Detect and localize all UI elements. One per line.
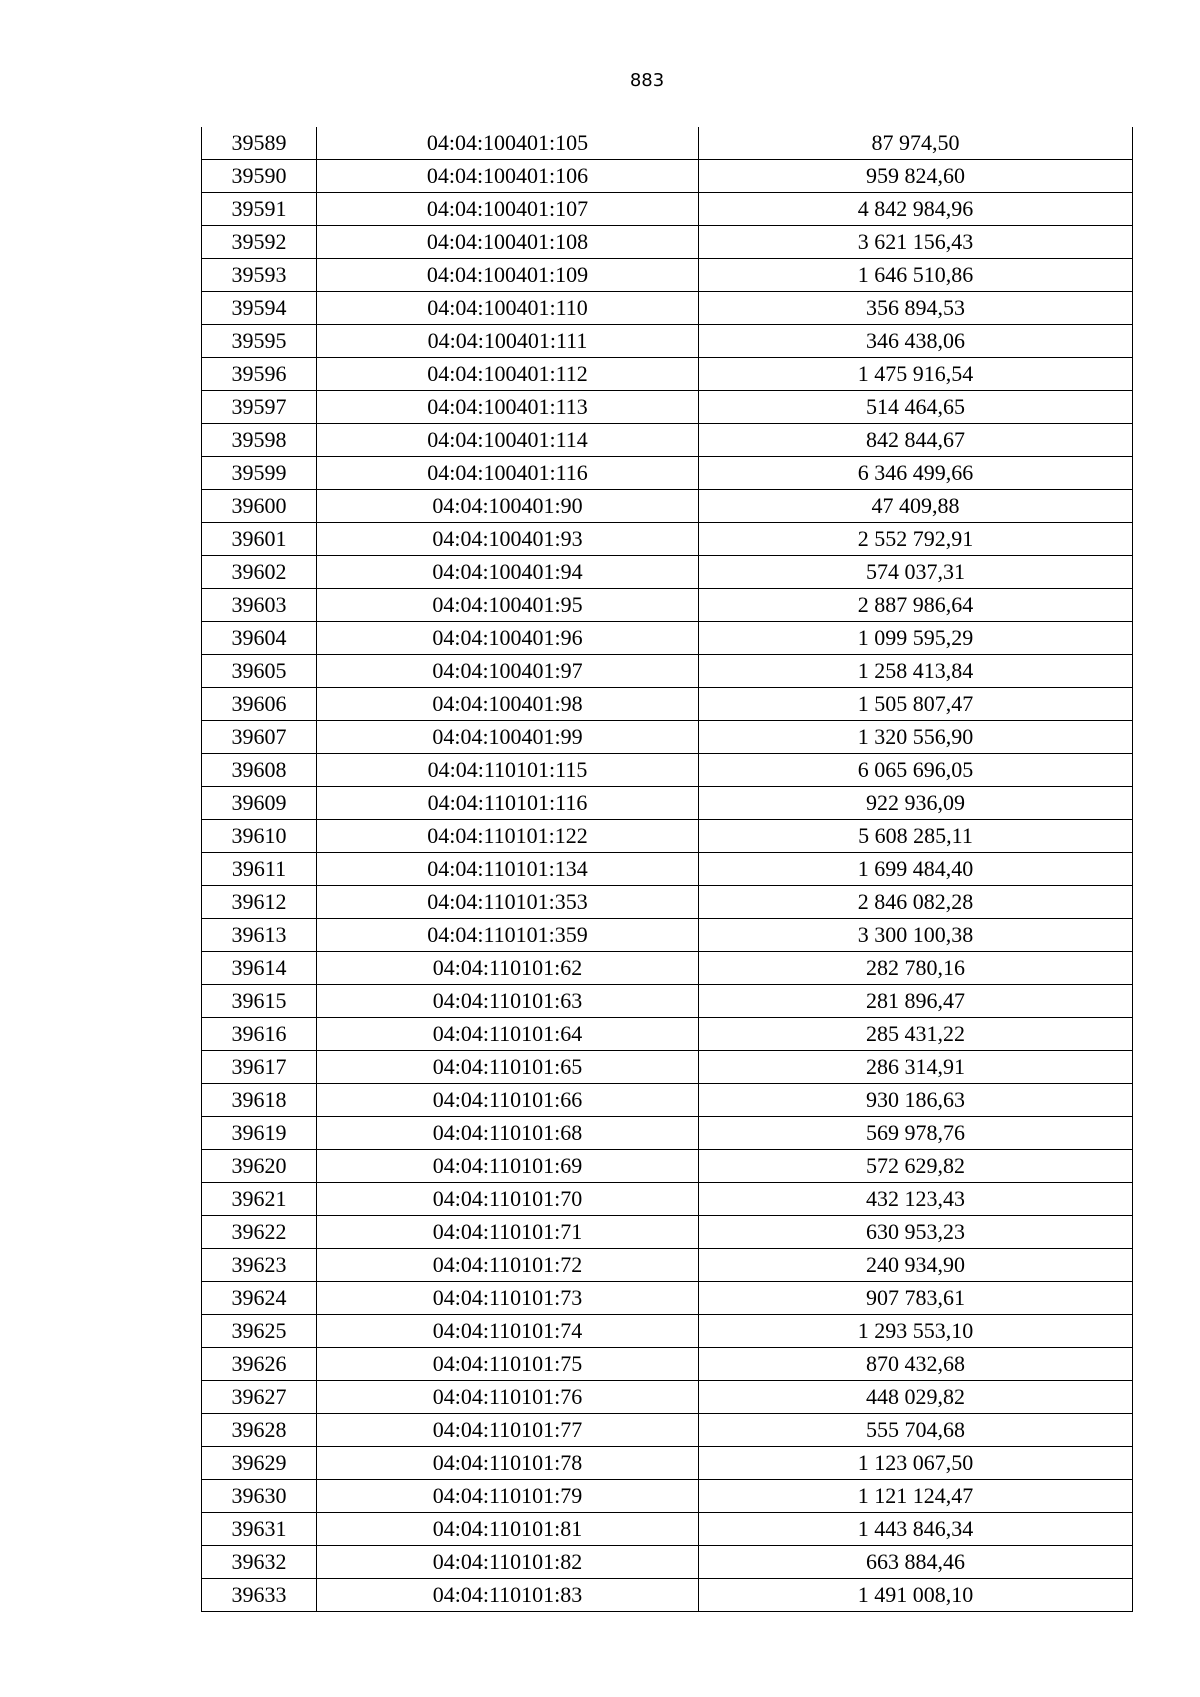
- cadastral-value-cell: 572 629,82: [699, 1150, 1133, 1183]
- cadastral-value-cell: 630 953,23: [699, 1216, 1133, 1249]
- cadastral-number-cell: 04:04:100401:93: [317, 523, 699, 556]
- cadastral-number-cell: 04:04:100401:97: [317, 655, 699, 688]
- table-row: [202, 985, 1133, 1018]
- table-row: [202, 193, 1133, 226]
- row-number-cell: 39621: [202, 1183, 317, 1216]
- cadastral-value-cell: 1 475 916,54: [699, 358, 1133, 391]
- row-number-cell: 39618: [202, 1084, 317, 1117]
- table-row: [202, 424, 1133, 457]
- row-number-cell: 39594: [202, 292, 317, 325]
- cadastral-number-cell: 04:04:110101:83: [317, 1579, 699, 1612]
- cadastral-number-cell: 04:04:110101:78: [317, 1447, 699, 1480]
- row-number-cell: 39600: [202, 490, 317, 523]
- row-number-cell: 39608: [202, 754, 317, 787]
- cadastral-value-cell: 2 887 986,64: [699, 589, 1133, 622]
- cadastral-number-cell: 04:04:100401:109: [317, 259, 699, 292]
- cadastral-number-cell: 04:04:100401:106: [317, 160, 699, 193]
- table-row: [202, 787, 1133, 820]
- row-number-cell: 39617: [202, 1051, 317, 1084]
- row-number-cell: 39607: [202, 721, 317, 754]
- cadastral-number-cell: 04:04:110101:76: [317, 1381, 699, 1414]
- row-number-cell: 39613: [202, 919, 317, 952]
- cadastral-value-cell: 281 896,47: [699, 985, 1133, 1018]
- cadastral-number-cell: 04:04:100401:105: [317, 127, 699, 160]
- row-number-cell: 39611: [202, 853, 317, 886]
- table-row: [202, 1381, 1133, 1414]
- table-row: [202, 1315, 1133, 1348]
- table-row: [202, 259, 1133, 292]
- row-number-cell: 39612: [202, 886, 317, 919]
- row-number-cell: 39620: [202, 1150, 317, 1183]
- table-row: [202, 1480, 1133, 1513]
- cadastral-number-cell: 04:04:100401:108: [317, 226, 699, 259]
- row-number-cell: 39603: [202, 589, 317, 622]
- table-row: [202, 523, 1133, 556]
- cadastral-value-cell: 2 846 082,28: [699, 886, 1133, 919]
- cadastral-value-cell: 574 037,31: [699, 556, 1133, 589]
- cadastral-number-cell: 04:04:100401:90: [317, 490, 699, 523]
- row-number-cell: 39625: [202, 1315, 317, 1348]
- cadastral-number-cell: 04:04:110101:62: [317, 952, 699, 985]
- row-number-cell: 39619: [202, 1117, 317, 1150]
- cadastral-number-cell: 04:04:100401:98: [317, 688, 699, 721]
- table-row: [202, 1579, 1133, 1612]
- cadastral-number-cell: 04:04:110101:115: [317, 754, 699, 787]
- cadastral-value-cell: 514 464,65: [699, 391, 1133, 424]
- table-row: [202, 721, 1133, 754]
- cadastral-value-cell: 3 300 100,38: [699, 919, 1133, 952]
- cadastral-value-cell: 1 099 595,29: [699, 622, 1133, 655]
- cadastral-value-cell: 6 346 499,66: [699, 457, 1133, 490]
- cadastral-value-cell: 555 704,68: [699, 1414, 1133, 1447]
- cadastral-value-cell: 87 974,50: [699, 127, 1133, 160]
- table-row: [202, 1414, 1133, 1447]
- table-row: [202, 457, 1133, 490]
- row-number-cell: 39614: [202, 952, 317, 985]
- table-row: [202, 325, 1133, 358]
- cadastral-number-cell: 04:04:100401:95: [317, 589, 699, 622]
- row-number-cell: 39624: [202, 1282, 317, 1315]
- cadastral-value-cell: 286 314,91: [699, 1051, 1133, 1084]
- row-number-cell: 39597: [202, 391, 317, 424]
- table-row: [202, 358, 1133, 391]
- cadastral-number-cell: 04:04:110101:82: [317, 1546, 699, 1579]
- cadastral-number-cell: 04:04:110101:66: [317, 1084, 699, 1117]
- cadastral-number-cell: 04:04:100401:110: [317, 292, 699, 325]
- cadastral-value-cell: 47 409,88: [699, 490, 1133, 523]
- table-row: [202, 820, 1133, 853]
- row-number-cell: 39629: [202, 1447, 317, 1480]
- row-number-cell: 39626: [202, 1348, 317, 1381]
- cadastral-number-cell: 04:04:110101:74: [317, 1315, 699, 1348]
- table-row: [202, 754, 1133, 787]
- table-row: [202, 1018, 1133, 1051]
- row-number-cell: 39602: [202, 556, 317, 589]
- row-number-cell: 39609: [202, 787, 317, 820]
- cadastral-value-cell: 1 293 553,10: [699, 1315, 1133, 1348]
- cadastral-number-cell: 04:04:110101:71: [317, 1216, 699, 1249]
- cadastral-number-cell: 04:04:110101:79: [317, 1480, 699, 1513]
- table-body: [202, 127, 1133, 1612]
- table-row: [202, 160, 1133, 193]
- cadastral-value-cell: 1 123 067,50: [699, 1447, 1133, 1480]
- cadastral-number-cell: 04:04:110101:122: [317, 820, 699, 853]
- row-number-cell: 39628: [202, 1414, 317, 1447]
- cadastral-value-cell: 3 621 156,43: [699, 226, 1133, 259]
- row-number-cell: 39610: [202, 820, 317, 853]
- cadastral-value-cell: 432 123,43: [699, 1183, 1133, 1216]
- row-number-cell: 39616: [202, 1018, 317, 1051]
- cadastral-value-cell: 1 443 846,34: [699, 1513, 1133, 1546]
- cadastral-number-cell: 04:04:110101:69: [317, 1150, 699, 1183]
- cadastral-table-container: [201, 127, 1133, 1612]
- table-row: [202, 556, 1133, 589]
- cadastral-number-cell: 04:04:110101:70: [317, 1183, 699, 1216]
- cadastral-number-cell: 04:04:100401:113: [317, 391, 699, 424]
- cadastral-number-cell: 04:04:110101:65: [317, 1051, 699, 1084]
- row-number-cell: 39604: [202, 622, 317, 655]
- cadastral-number-cell: 04:04:110101:116: [317, 787, 699, 820]
- row-number-cell: 39593: [202, 259, 317, 292]
- cadastral-value-cell: 1 491 008,10: [699, 1579, 1133, 1612]
- cadastral-number-cell: 04:04:110101:63: [317, 985, 699, 1018]
- row-number-cell: 39606: [202, 688, 317, 721]
- row-number-cell: 39623: [202, 1249, 317, 1282]
- row-number-cell: 39633: [202, 1579, 317, 1612]
- table-row: [202, 1348, 1133, 1381]
- cadastral-value-cell: 1 320 556,90: [699, 721, 1133, 754]
- table-row: [202, 919, 1133, 952]
- table-row: [202, 1546, 1133, 1579]
- row-number-cell: 39601: [202, 523, 317, 556]
- cadastral-number-cell: 04:04:110101:77: [317, 1414, 699, 1447]
- table-row: [202, 655, 1133, 688]
- table-row: [202, 622, 1133, 655]
- cadastral-number-cell: 04:04:100401:111: [317, 325, 699, 358]
- table-row: [202, 391, 1133, 424]
- cadastral-number-cell: 04:04:110101:75: [317, 1348, 699, 1381]
- table-row: [202, 292, 1133, 325]
- cadastral-value-cell: 842 844,67: [699, 424, 1133, 457]
- table-row: [202, 1150, 1133, 1183]
- row-number-cell: 39631: [202, 1513, 317, 1546]
- cadastral-value-cell: 4 842 984,96: [699, 193, 1133, 226]
- page-number: 883: [629, 70, 665, 91]
- cadastral-value-cell: 870 432,68: [699, 1348, 1133, 1381]
- row-number-cell: 39630: [202, 1480, 317, 1513]
- cadastral-number-cell: 04:04:100401:112: [317, 358, 699, 391]
- cadastral-number-cell: 04:04:110101:68: [317, 1117, 699, 1150]
- cadastral-value-table: [201, 127, 1133, 1612]
- cadastral-value-cell: 346 438,06: [699, 325, 1133, 358]
- cadastral-value-cell: 285 431,22: [699, 1018, 1133, 1051]
- cadastral-number-cell: 04:04:100401:96: [317, 622, 699, 655]
- table-row: [202, 1183, 1133, 1216]
- row-number-cell: 39632: [202, 1546, 317, 1579]
- cadastral-value-cell: 907 783,61: [699, 1282, 1133, 1315]
- table-row: [202, 1216, 1133, 1249]
- table-row: [202, 1117, 1133, 1150]
- row-number-cell: 39596: [202, 358, 317, 391]
- cadastral-value-cell: 1 505 807,47: [699, 688, 1133, 721]
- cadastral-number-cell: 04:04:110101:64: [317, 1018, 699, 1051]
- row-number-cell: 39599: [202, 457, 317, 490]
- cadastral-value-cell: 1 121 124,47: [699, 1480, 1133, 1513]
- row-number-cell: 39595: [202, 325, 317, 358]
- table-row: [202, 952, 1133, 985]
- table-row: [202, 1051, 1133, 1084]
- table-row: [202, 688, 1133, 721]
- cadastral-value-cell: 6 065 696,05: [699, 754, 1133, 787]
- cadastral-value-cell: 448 029,82: [699, 1381, 1133, 1414]
- row-number-cell: 39627: [202, 1381, 317, 1414]
- row-number-cell: 39598: [202, 424, 317, 457]
- cadastral-number-cell: 04:04:100401:107: [317, 193, 699, 226]
- table-row: [202, 1084, 1133, 1117]
- table-row: [202, 853, 1133, 886]
- cadastral-value-cell: 569 978,76: [699, 1117, 1133, 1150]
- row-number-cell: 39605: [202, 655, 317, 688]
- row-number-cell: 39622: [202, 1216, 317, 1249]
- row-number-cell: 39615: [202, 985, 317, 1018]
- cadastral-value-cell: 240 934,90: [699, 1249, 1133, 1282]
- row-number-cell: 39592: [202, 226, 317, 259]
- cadastral-value-cell: 1 699 484,40: [699, 853, 1133, 886]
- cadastral-value-cell: 922 936,09: [699, 787, 1133, 820]
- cadastral-value-cell: 2 552 792,91: [699, 523, 1133, 556]
- cadastral-value-cell: 5 608 285,11: [699, 820, 1133, 853]
- table-row: [202, 1447, 1133, 1480]
- cadastral-number-cell: 04:04:110101:353: [317, 886, 699, 919]
- cadastral-value-cell: 663 884,46: [699, 1546, 1133, 1579]
- cadastral-value-cell: 1 646 510,86: [699, 259, 1133, 292]
- cadastral-value-cell: 930 186,63: [699, 1084, 1133, 1117]
- table-row: [202, 1513, 1133, 1546]
- cadastral-value-cell: 356 894,53: [699, 292, 1133, 325]
- row-number-cell: 39590: [202, 160, 317, 193]
- cadastral-number-cell: 04:04:110101:134: [317, 853, 699, 886]
- cadastral-number-cell: 04:04:110101:81: [317, 1513, 699, 1546]
- table-row: [202, 127, 1133, 160]
- cadastral-number-cell: 04:04:100401:116: [317, 457, 699, 490]
- table-row: [202, 1282, 1133, 1315]
- cadastral-number-cell: 04:04:100401:94: [317, 556, 699, 589]
- cadastral-number-cell: 04:04:100401:99: [317, 721, 699, 754]
- cadastral-value-cell: 1 258 413,84: [699, 655, 1133, 688]
- table-row: [202, 226, 1133, 259]
- cadastral-value-cell: 282 780,16: [699, 952, 1133, 985]
- table-row: [202, 886, 1133, 919]
- cadastral-number-cell: 04:04:110101:72: [317, 1249, 699, 1282]
- cadastral-number-cell: 04:04:110101:359: [317, 919, 699, 952]
- cadastral-value-cell: 959 824,60: [699, 160, 1133, 193]
- table-row: [202, 1249, 1133, 1282]
- cadastral-number-cell: 04:04:110101:73: [317, 1282, 699, 1315]
- row-number-cell: 39589: [202, 127, 317, 160]
- cadastral-number-cell: 04:04:100401:114: [317, 424, 699, 457]
- row-number-cell: 39591: [202, 193, 317, 226]
- table-row: [202, 589, 1133, 622]
- table-row: [202, 490, 1133, 523]
